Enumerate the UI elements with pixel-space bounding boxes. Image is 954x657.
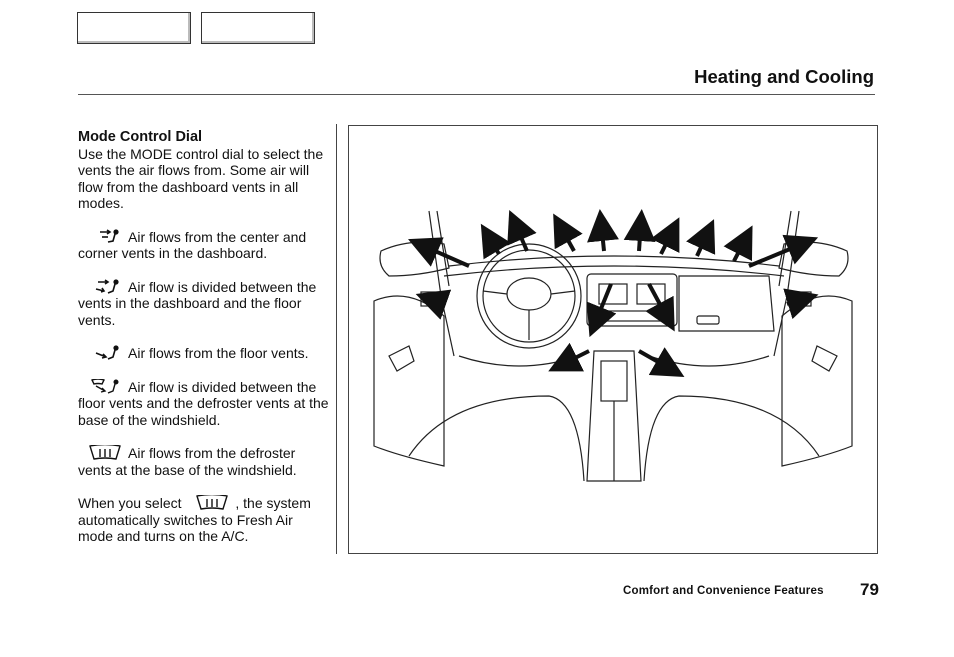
nav-button-previous[interactable] [77, 12, 191, 44]
bilevel-mode-icon [78, 279, 128, 295]
mode-control-heading: Mode Control Dial [78, 129, 203, 145]
mode-item-dash-text: Air flows from the center and corner vents in the dashboard. [78, 228, 307, 261]
fresh-air-note-end: , the system automatically switches to Fresh Air mode and turns on the A/C. [78, 495, 311, 544]
mode-item-floor [78, 345, 330, 362]
car-interior-airflow-illustration [348, 125, 878, 554]
page-number: 79 [860, 580, 879, 599]
mode-control-text [78, 129, 330, 545]
mode-item-dash [78, 229, 330, 262]
column-divider [336, 124, 337, 554]
mode-item-floor-defrost-text: Air flow is divided between the floor vents and the defroster vents at the base of the windshield. [78, 378, 329, 428]
dash-vent-mode-icon [78, 229, 128, 245]
mode-item-defrost-text: Air flows from the defroster vents at the base of the windshield. [78, 445, 297, 478]
footer-chapter-title: Comfort and Convenience Features [623, 585, 824, 597]
header-rule [78, 94, 875, 95]
defrost-mode-icon [185, 495, 235, 511]
mode-control-intro: Use the MODE control dial to select the vents the air flows from. Some air will flow from the dashboard vents in all modes. [78, 145, 324, 211]
floor-mode-icon [78, 345, 128, 361]
mode-item-defrost [78, 445, 330, 478]
mode-item-bilevel [78, 279, 330, 329]
floor-defrost-mode-icon [78, 379, 128, 395]
defrost-mode-icon [78, 445, 128, 461]
mode-item-floor-defrost [78, 379, 330, 429]
nav-button-next[interactable] [201, 12, 315, 44]
fresh-air-note-start: When you select [78, 495, 182, 511]
mode-item-bilevel-text: Air flow is divided between the vents in the dashboard and the floor vents. [78, 278, 317, 328]
mode-item-floor-text: Air flows from the floor vents. [128, 345, 309, 361]
fresh-air-note [78, 495, 330, 545]
section-title: Heating and Cooling [694, 66, 874, 87]
